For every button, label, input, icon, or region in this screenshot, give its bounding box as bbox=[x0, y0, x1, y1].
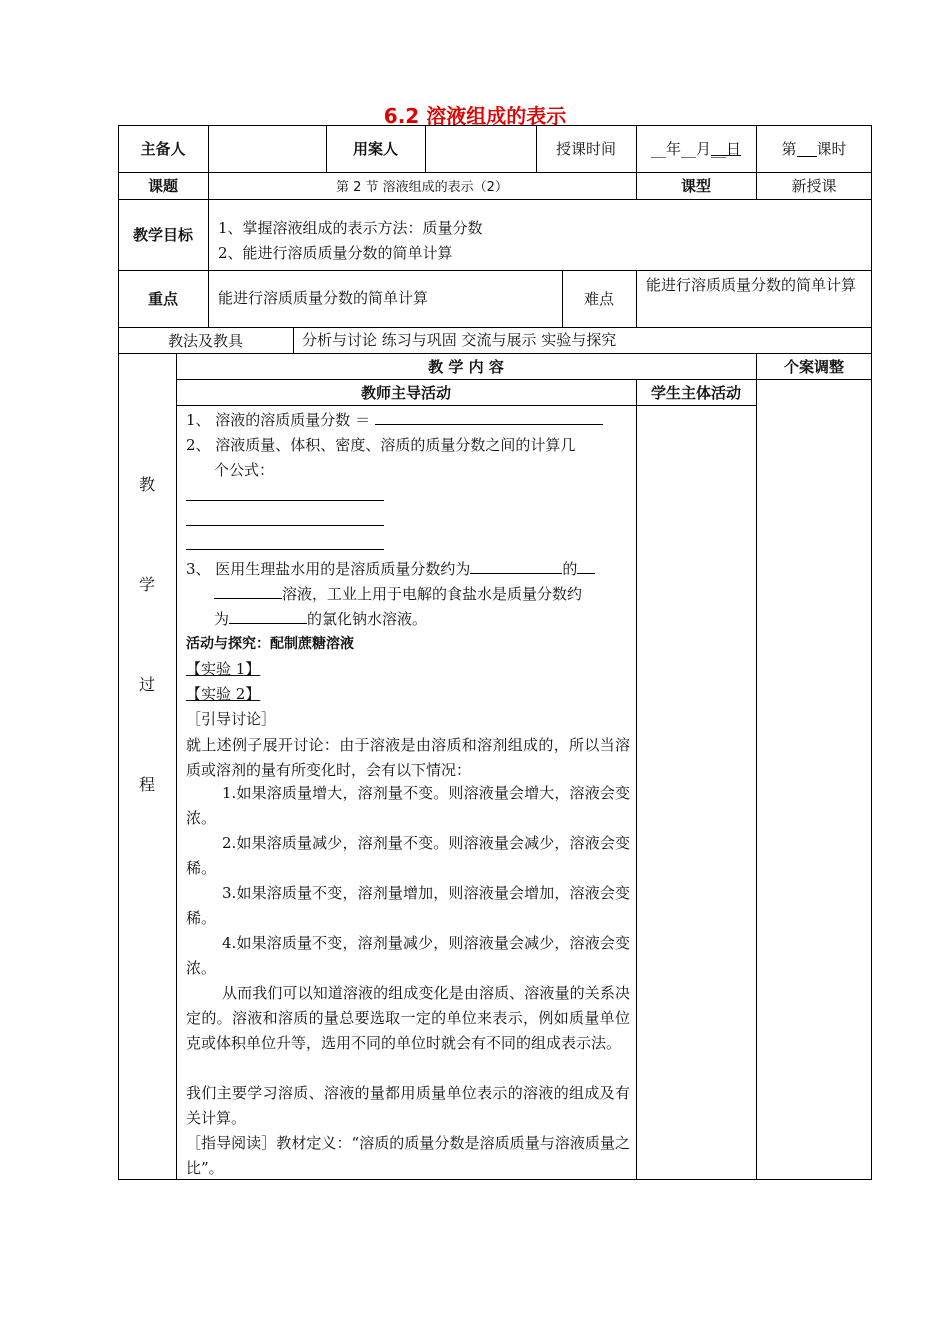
teacher-header: 教师主导活动 bbox=[360, 383, 451, 402]
case-1: 1.如果溶质量增大，溶剂量不变。则溶液量会增大，溶液会变浓。 bbox=[186, 784, 630, 827]
col-divider bbox=[636, 270, 637, 327]
guide-paragraph: 就上述例子展开讨论：由于溶液是由溶质和溶剂组成的，所以当溶质或溶剂的量有所变化时，会有以下情况： bbox=[186, 736, 630, 779]
methods-value: 分析与讨论 练习与巩固 交流与展示 实验与探究 bbox=[302, 331, 617, 349]
date-day: __日 bbox=[711, 140, 742, 158]
objective-item: 2、能进行溶质质量分数的简单计算 bbox=[218, 244, 453, 262]
guided-reading: ［指导阅读］教材定义：“溶质的质量分数是溶质质量与溶液质量之比”。 bbox=[186, 1134, 630, 1177]
difficulty-value: 能进行溶质质量分数的简单计算 bbox=[646, 276, 857, 294]
preparer-value bbox=[208, 125, 326, 172]
content-header: 教 学 内 容 bbox=[428, 357, 504, 376]
explanation-paragraph: 从而我们可以知道溶液的组成变化是由溶质、溶液量的关系决定的。溶液和溶质的量总要选取一定的单位来表示，例如质量单位克或体积单位升等，选用不同的单位时就会有不同的组成表示法。 bbox=[186, 984, 630, 1052]
experiment-1: 【实验 1】 bbox=[186, 660, 261, 678]
answer-line bbox=[186, 500, 384, 501]
difficulty-label: 难点 bbox=[583, 290, 614, 308]
col-divider bbox=[636, 379, 637, 1180]
process-label-char: 学 bbox=[138, 575, 155, 594]
row-divider bbox=[118, 270, 872, 271]
date-month: __月 bbox=[680, 140, 711, 158]
col-divider bbox=[176, 353, 177, 1180]
activity-title: 活动与探究：配制蔗糖溶液 bbox=[186, 636, 354, 652]
key-points-value: 能进行溶质质量分数的简单计算 bbox=[218, 289, 429, 307]
study-focus-paragraph: 我们主要学习溶质、溶液的量都用质量单位表示的溶液的组成及有关计算。 bbox=[186, 1084, 630, 1127]
row-divider bbox=[176, 405, 756, 406]
lesson-type-value: 新授课 bbox=[791, 177, 837, 195]
objective-item: 1、掌握溶液组成的表示方法：质量分数 bbox=[218, 219, 483, 237]
question-2-line-2: 个公式： bbox=[214, 461, 275, 479]
process-label-char: 过 bbox=[138, 675, 155, 694]
period-prefix: 第 bbox=[781, 140, 797, 158]
col-divider bbox=[208, 270, 209, 327]
methods-label: 教法及教具 bbox=[167, 331, 243, 350]
period-suffix: 课时 bbox=[816, 140, 847, 158]
case-2: 2.如果溶质量减少，溶剂量不变。则溶液量会减少，溶液会变稀。 bbox=[186, 834, 630, 877]
topic-label: 课题 bbox=[147, 177, 178, 195]
question-3-line-1: 3、 医用生理盐水用的是溶质质量分数约为 的 bbox=[186, 557, 595, 582]
question-1: 1、 溶液的溶质质量分数 ＝ bbox=[186, 408, 603, 433]
answer-line bbox=[186, 549, 384, 550]
period bbox=[756, 125, 872, 172]
page-title: 6.2 溶液组成的表示 bbox=[383, 104, 567, 128]
lesson-type-label: 课型 bbox=[680, 177, 711, 195]
question-2-line-1: 2、 溶液质量、体积、密度、溶质的质量分数之间的计算几 bbox=[186, 436, 576, 454]
case-3: 3.如果溶质量不变，溶剂量增加，则溶液量会增加，溶液会变稀。 bbox=[186, 884, 630, 927]
experiment-2: 【实验 2】 bbox=[186, 685, 261, 703]
objectives-label: 教学目标 bbox=[132, 226, 193, 244]
process-label-char: 教 bbox=[138, 475, 155, 494]
col-divider bbox=[293, 327, 294, 353]
adjust-header: 个案调整 bbox=[783, 357, 844, 376]
user-label: 用案人 bbox=[352, 140, 398, 158]
case-4: 4.如果溶质量不变，溶剂量减少，则溶液量会减少，溶液会变浓。 bbox=[186, 934, 630, 977]
guide-discussion: ［引导讨论］ bbox=[186, 710, 277, 728]
key-points-label: 重点 bbox=[147, 290, 178, 308]
user-value bbox=[425, 125, 536, 172]
lesson-date bbox=[636, 125, 756, 172]
process-label-char: 程 bbox=[138, 775, 155, 794]
question-3-line-3: 为 的氯化钠水溶液。 bbox=[214, 607, 427, 632]
question-3-line-2: 溶液，工业上用于电解的食盐水是质量分数约 bbox=[214, 582, 582, 607]
preparer-label: 主备人 bbox=[140, 140, 186, 158]
row-divider bbox=[118, 199, 872, 200]
date-year: __年 bbox=[650, 140, 681, 158]
student-header: 学生主体活动 bbox=[650, 383, 741, 402]
answer-line bbox=[186, 525, 384, 526]
topic-value: 第 2 节 溶液组成的表示（2） bbox=[336, 180, 508, 195]
time-label: 授课时间 bbox=[555, 140, 616, 158]
col-divider bbox=[756, 353, 757, 1180]
